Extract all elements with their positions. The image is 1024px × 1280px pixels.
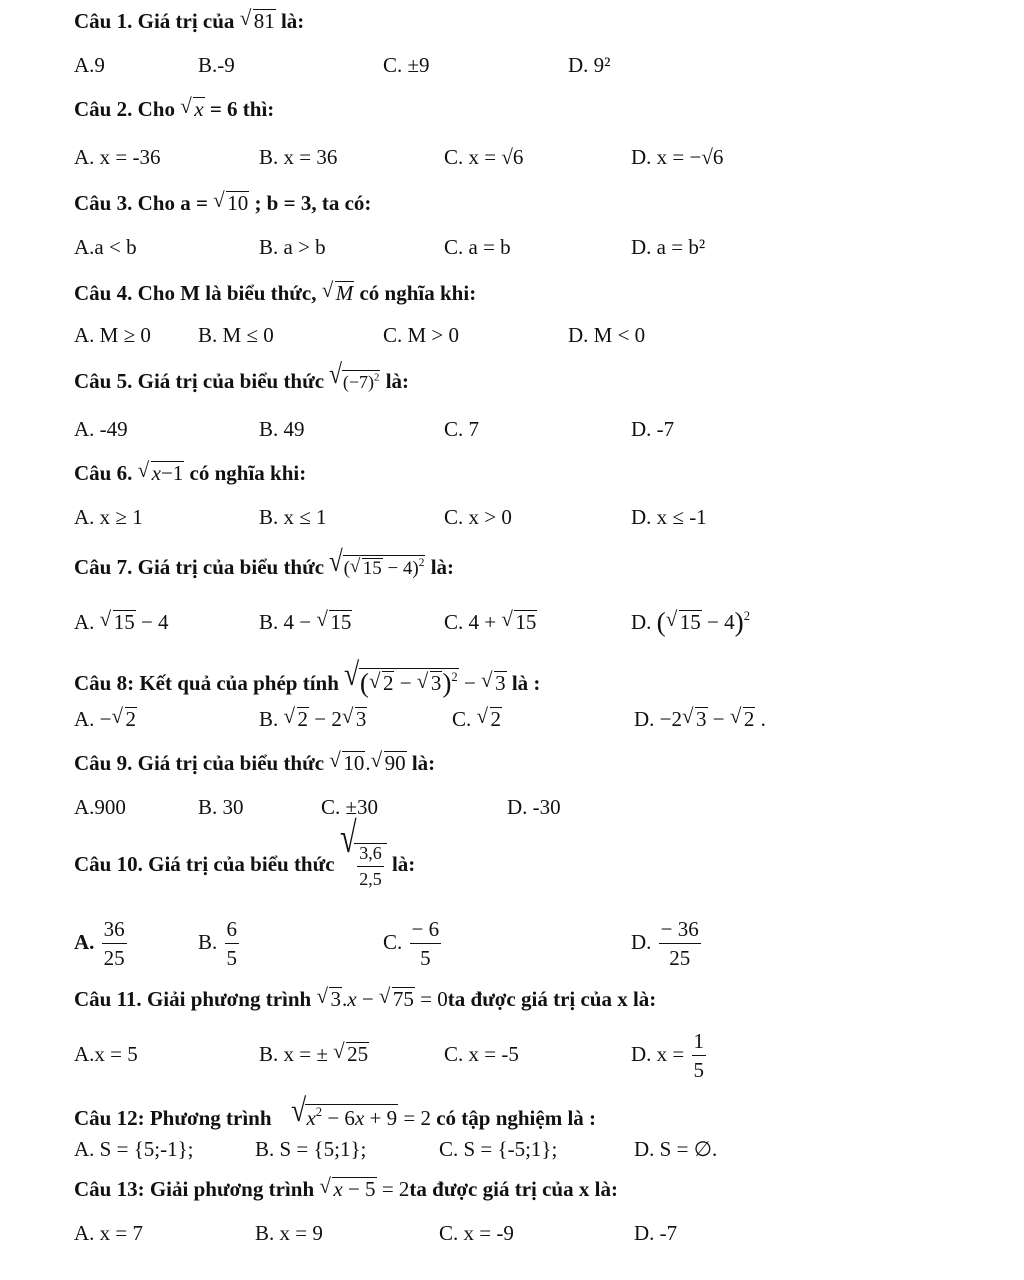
question-1-option-a: A.9 [74,53,105,77]
question-1-option-d: D. 9² [568,53,611,77]
question-8-option-b: B. √ 2 − 2√ 3 [259,706,367,732]
question-11-option-d: D. x = $\frac{1}{5}$ [631,1029,705,1083]
question-11-stem [74,986,656,1012]
question-1-stem [74,8,304,34]
question-7-math: √ (√ 15 − 4)$^2$ [329,558,425,579]
question-3-stem [74,190,371,216]
question-8-stem [74,668,541,699]
question-9-text: Giá trị của biểu thức [132,751,330,775]
question-6-option-c: C. x > 0 [444,505,512,529]
question-8-text: Kết quả của phép tính [134,671,345,695]
question-10-text: Giá trị của biểu thức [142,852,340,876]
question-13-math: √ x − 5 = 2 [319,1177,409,1201]
question-6-label: Câu 6. [74,461,133,485]
question-3-option-b: B. a > b [259,235,326,259]
question-8-label: Câu 8: [74,671,135,695]
question-11-label: Câu 11. [74,987,142,1011]
question-9-option-c: C. ±30 [321,795,379,819]
question-4-text-end: có nghĩa khi: [354,281,477,305]
question-5-label: Câu 5. [74,369,133,393]
question-5-stem [74,368,409,395]
question-7-option-a: A. √ 15 − 4 [74,609,169,635]
question-12-math: √ $x^2 - 6x + 9 = 2$ [291,1106,431,1130]
question-9-stem [74,750,435,776]
question-6-stem [74,460,306,486]
question-9-math: √ 10.√ 90 [329,751,406,775]
question-12-text-end: có tập nghiệm là : [430,1106,597,1130]
question-13-stem [74,1176,618,1202]
question-10-option-d: D. $\frac{- 36}{25}$ [631,917,699,971]
question-1-text-end: là: [275,9,305,33]
question-1-math: √ 81 [240,9,276,33]
question-2-text: Cho [132,97,181,121]
question-5-option-a: A. -49 [74,417,128,441]
question-10-stem [74,838,415,891]
question-11-text-end: ta được giá trị của x là: [447,987,657,1011]
question-9-option-d: D. -30 [507,795,561,819]
question-3-text-end: ; b = 3, ta có: [249,191,372,215]
question-2-option-d: D. x = −√6 [631,145,724,169]
question-12-option-a: A. S = {5;-1}; [74,1137,194,1161]
question-7-option-d: D. (√ 15 − 4)$^2$ [631,609,750,635]
question-5-option-c: C. 7 [444,417,480,441]
question-2-option-b: B. x = 36 [259,145,338,169]
question-1-option-c: C. ±9 [383,53,430,77]
question-1-label: Câu 1. [74,9,133,33]
question-5-option-d: D. -7 [631,417,675,441]
question-10-text-end: là: [386,852,416,876]
question-12-text: Phương trình [144,1106,277,1130]
question-13-option-b: B. x = 9 [255,1221,323,1245]
question-9-text-end: là: [406,751,436,775]
question-6-text-end: có nghĩa khi: [184,461,307,485]
question-13-option-a: A. x = 7 [74,1221,144,1245]
question-4-option-b: B. M ≤ 0 [198,323,274,347]
question-7-option-c: C. 4 + √ 15 [444,609,537,635]
question-8-option-c: C. √ 2 [452,706,502,732]
question-8-text-end: là : [506,671,541,695]
question-6-math: √ x−1 [138,461,185,485]
question-5-text-end: là: [380,369,410,393]
question-10-math: √ $\frac{3,6}{2,5}$ [340,855,387,875]
question-3-math: √ 10 [213,191,249,215]
question-10-option-a: A. $\frac{36}{25}$ [74,917,125,971]
question-7-text-end: là: [425,555,455,579]
question-13-option-d: D. -7 [634,1221,678,1245]
question-2-stem [74,96,274,122]
question-10-option-b: B. $\frac{6}{5}$ [198,917,238,971]
question-12-option-c: C. S = {-5;1}; [439,1137,558,1161]
question-2-option-c: C. x = √6 [444,145,524,169]
question-8-option-a: A. −√ 2 [74,706,137,732]
question-9-option-a: A.900 [74,795,126,819]
question-8-math: √ (√ 2 − √ 3)$^2$ − √ 3 [344,671,506,695]
question-8-option-d: D. −2√ 3 − √ 2 . [634,706,766,732]
question-2-text-end: = 6 thì: [204,97,275,121]
question-11-option-a: A.x = 5 [74,1042,138,1066]
question-11-math: √ 3.x − √ 75 = 0 [316,987,447,1011]
question-12-label: Câu 12: [74,1106,145,1130]
question-7-stem [74,554,454,582]
question-7-option-b: B. 4 − √ 15 [259,609,352,635]
question-4-option-c: C. M > 0 [383,323,460,347]
question-10-option-c: C. $\frac{- 6}{5}$ [383,917,440,971]
question-3-option-a: A.a < b [74,235,137,259]
question-4-text: Cho M là biểu thức, [132,281,322,305]
question-1-option-b: B.-9 [198,53,235,77]
question-2-math: √ x [180,97,204,121]
question-4-label: Câu 4. [74,281,133,305]
question-10-label: Câu 10. [74,852,143,876]
question-9-option-b: B. 30 [198,795,244,819]
question-3-option-d: D. a = b² [631,235,706,259]
question-13-option-c: C. x = -9 [439,1221,514,1245]
question-12-option-b: B. S = {5;1}; [255,1137,367,1161]
question-4-stem [74,280,476,306]
question-13-label: Câu 13: [74,1177,145,1201]
question-13-text-end: ta được giá trị của x là: [409,1177,618,1201]
question-12-option-d: D. S = ∅. [634,1137,718,1161]
question-9-label: Câu 9. [74,751,133,775]
question-5-text: Giá trị của biểu thức [132,369,330,393]
question-2-option-a: A. x = -36 [74,145,161,169]
question-6-option-d: D. x ≤ -1 [631,505,707,529]
question-1-text: Giá trị của [132,9,240,33]
question-11-option-b: B. x = ± √ 25 [259,1041,369,1067]
question-4-math: √ M [322,281,355,305]
question-13-text: Giải phương trình [144,1177,320,1201]
question-3-option-c: C. a = b [444,235,511,259]
question-11-option-c: C. x = -5 [444,1042,519,1066]
question-7-label: Câu 7. [74,555,133,579]
question-7-text: Giá trị của biểu thức [132,555,330,579]
question-5-option-b: B. 49 [259,417,305,441]
question-6-option-a: A. x ≥ 1 [74,505,143,529]
question-6-option-b: B. x ≤ 1 [259,505,327,529]
question-3-text: Cho a = [132,191,214,215]
question-11-text: Giải phương trình [141,987,317,1011]
question-2-label: Câu 2. [74,97,133,121]
question-4-option-d: D. M < 0 [568,323,646,347]
question-12-stem [74,1104,596,1131]
question-4-option-a: A. M ≥ 0 [74,323,151,347]
question-5-math: √ $(-7)^2$ [329,372,380,392]
question-3-label: Câu 3. [74,191,133,215]
